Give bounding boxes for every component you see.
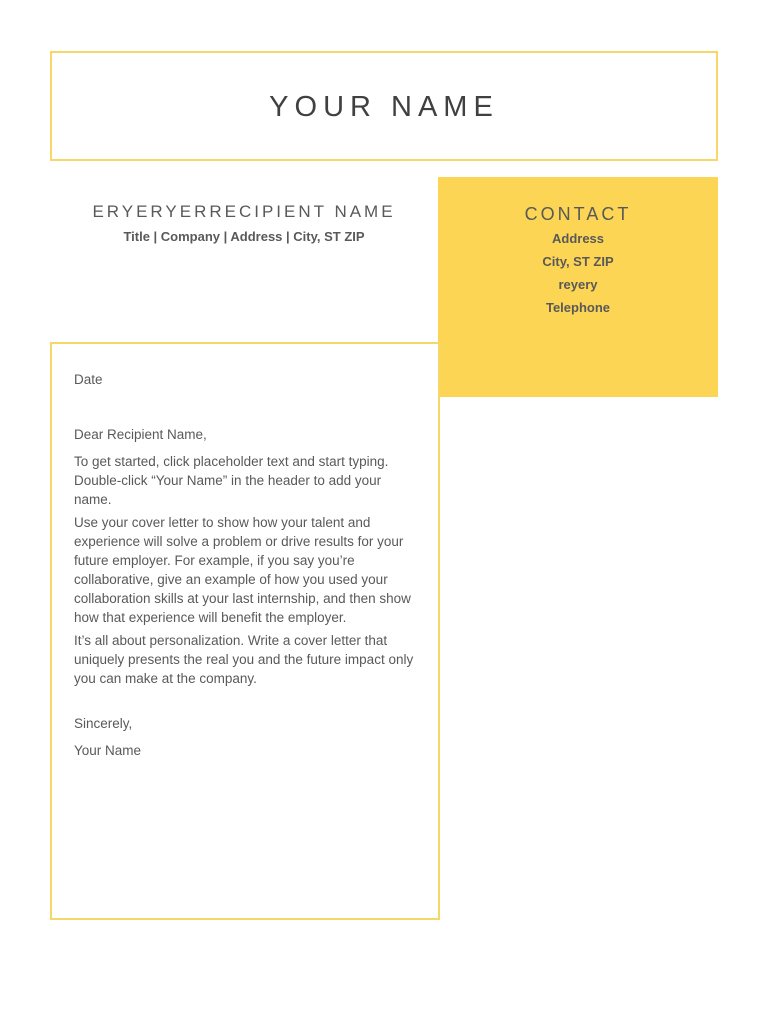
header-box <box>50 51 718 161</box>
letter-paragraph[interactable]: To get started, click placeholder text and start typing. Double-click “Your Name” in the header to add your name. <box>74 454 389 507</box>
letter-paragraph[interactable]: Use your cover letter to show how your talent and experience will solve a problem or drive results for your future employer. For example, if you say you’re collaborative, give an example of how you used your collaboration skills at your last internship, and then show how that experience will benefit the employer. <box>74 515 411 625</box>
recipient-block <box>52 200 436 246</box>
contact-email[interactable]: reyery <box>558 277 598 292</box>
contact-address[interactable]: Address <box>551 231 605 246</box>
letter-box <box>50 342 440 920</box>
letter-salutation[interactable]: Dear Recipient Name, <box>74 427 207 442</box>
letter-paragraph[interactable]: It’s all about personalization. Write a cover letter that uniquely presents the real you and the future impact only you can make at the company. <box>74 633 414 686</box>
letter-closing[interactable]: Sincerely, <box>74 716 133 731</box>
your-name-heading[interactable]: YOUR NAME <box>269 91 499 123</box>
recipient-name[interactable]: ERYERYERRECIPIENT NAME <box>92 202 396 221</box>
recipient-details[interactable]: Title | Company | Address | City, ST ZIP <box>123 229 365 244</box>
letter-signature[interactable]: Your Name <box>74 743 142 758</box>
letter-date[interactable]: Date <box>74 372 103 387</box>
contact-city[interactable]: City, ST ZIP <box>542 254 614 269</box>
letter-body <box>74 370 419 760</box>
contact-heading: CONTACT <box>524 204 632 224</box>
contact-telephone[interactable]: Telephone <box>545 300 611 315</box>
contact-box <box>438 177 718 397</box>
